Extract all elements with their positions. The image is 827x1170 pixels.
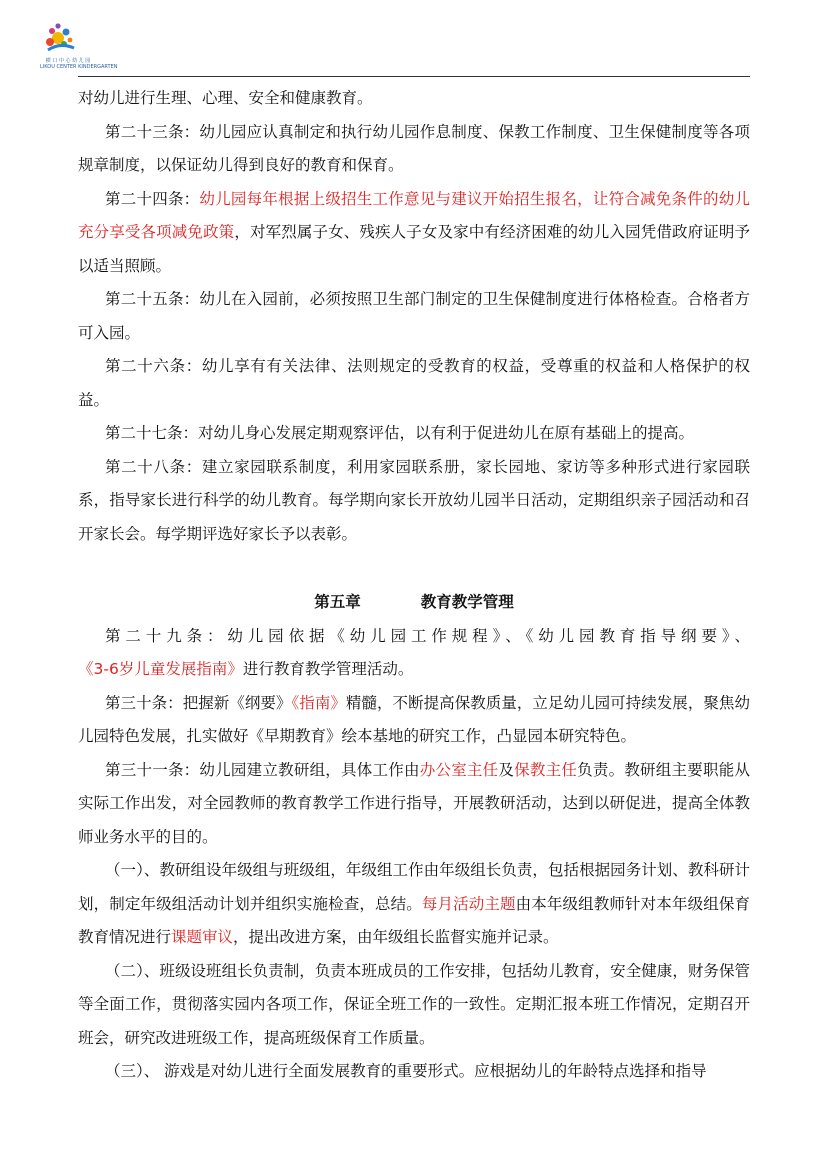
chapter-title: 教育教学管理 (420, 593, 514, 611)
paragraph-text: 第三十一条：幼儿园建立教研组，具体工作由 (105, 760, 420, 779)
paragraph-text: 精髓，不断提高保教质量，立足幼儿园可持续发展，聚焦幼儿园特色发展，扎实做好《早期教育》绘本基地的研究工作，凸显园本研究特色。 (78, 693, 750, 745)
paragraph-text: ，对军烈属子女、残疾人子女及家中有经济困难的幼儿入园凭借政府证明予以适当照顾。 (78, 223, 750, 275)
paragraph-text: （三）、 游戏是对幼儿进行全面发展教育的重要形式。应根据幼儿的年龄特点选择和指导 (105, 1062, 707, 1080)
chapter-number: 第五章 (314, 593, 361, 611)
paragraph-text: 对幼儿进行生理、心理、安全和健康教育。 (78, 89, 373, 107)
paragraph-text: ，提出改进方案，由年级组长监督实施并记录。 (233, 928, 559, 946)
paragraph-p27 (78, 417, 750, 451)
paragraph-text: 及 (498, 760, 515, 779)
paragraph-p23 (78, 116, 750, 183)
highlighted-text: 《3-6岁儿童发展指南》 (78, 660, 243, 678)
paragraph-text: 第二十五条：幼儿在入园前，必须按照卫生部门制定的卫生保健制度进行体格检查。合格者方可入园。 (78, 290, 750, 342)
paragraph-s3 (78, 1055, 750, 1089)
paragraph-p24 (78, 183, 750, 284)
paragraph-text: 由本年级组教师针对本年级组保育教育情况进行 (78, 894, 750, 946)
highlighted-text: 幼儿园每年根据上级招生工作意见与建议开始招生报名，让符合减免条件的幼儿充分享受各项减免政策 (78, 189, 750, 241)
paragraph-text: 第二十三条：幼儿园应认真制定和执行幼儿园作息制度、保教工作制度、卫生保健制度等各项规章制度，以保证幼儿得到良好的教育和保育。 (78, 122, 750, 174)
paragraph-p30 (78, 687, 750, 754)
paragraph-text: 负责。教研组主要职能从实际工作出发，对全园教师的教育教学工作进行指导，开展教研活动，达到以研促进，提高全体教师业务水平的目的。 (78, 760, 750, 846)
paragraph-p25 (78, 283, 750, 350)
paragraph-text: 第二十四条： (105, 189, 200, 208)
kindergarten-logo-icon (40, 20, 118, 72)
paragraph-text: 第二十八条：建立家园联系制度，利用家园联系册，家长园地、家访等多种形式进行家园联系，指导家长进行科学的幼儿教育。每学期向家长开放幼儿园半日活动，定期组织亲子园活动和召开家长会。每学期评选好家长予以表彰。 (78, 457, 750, 543)
paragraph-text: 第二十九条：幼儿园依据《幼儿园工作规程》、《幼儿园教育指导纲要》、 (105, 626, 750, 645)
document-body (78, 82, 750, 1089)
highlighted-text: 办公室主任 (419, 760, 499, 779)
highlighted-text: 每月活动主题 (421, 894, 516, 913)
highlighted-text: 《指南》 (291, 693, 346, 712)
paragraph-text: （一）、教研组设年级组与班级组，年级组工作由年级组长负责，包括根据园务计划、教科研计划，制定年级组活动计划并组织实施检查，总结。 (78, 861, 750, 913)
paragraph-s2 (78, 955, 750, 1056)
highlighted-text: 保教主任 (514, 760, 578, 779)
paragraph-text: 第二十六条：幼儿享有有关法律、法则规定的受教育的权益，受尊重的权益和人格保护的权益。 (78, 357, 750, 409)
paragraph-text: 第三十条：把握新《纲要》 (105, 693, 292, 712)
paragraph-p29 (78, 620, 750, 687)
chapter-heading (78, 586, 750, 620)
paragraph-p26 (78, 350, 750, 417)
paragraph-p0 (78, 82, 750, 116)
articles-section (78, 82, 750, 551)
paragraph-text: 进行教育教学管理活动。 (242, 660, 414, 678)
paragraph-p31 (78, 754, 750, 855)
paragraph-text: （二）、班级设班组长负责制，负责本班成员的工作安排，包括幼儿教育，安全健康，财务保管等全面工作，贯彻落实园内各项工作，保证全班工作的一致性。定期汇报本班工作情况，定期召开班会，研究改进班级工作，提高班级保育工作质量。 (78, 961, 750, 1047)
logo-text: 横 口 中 心 幼 儿 园 LIKOU CENTER KINDERGARTEN (40, 58, 118, 70)
paragraph-text: 第二十七条：对幼儿身心发展定期观察评估，以有利于促进幼儿在原有基础上的提高。 (105, 424, 695, 442)
chapter-articles-section (78, 620, 750, 1089)
logo-graphic (40, 20, 96, 60)
paragraph-p28 (78, 451, 750, 552)
header-divider (78, 76, 750, 77)
highlighted-text: 课题审议 (171, 928, 234, 946)
paragraph-s1 (78, 854, 750, 955)
